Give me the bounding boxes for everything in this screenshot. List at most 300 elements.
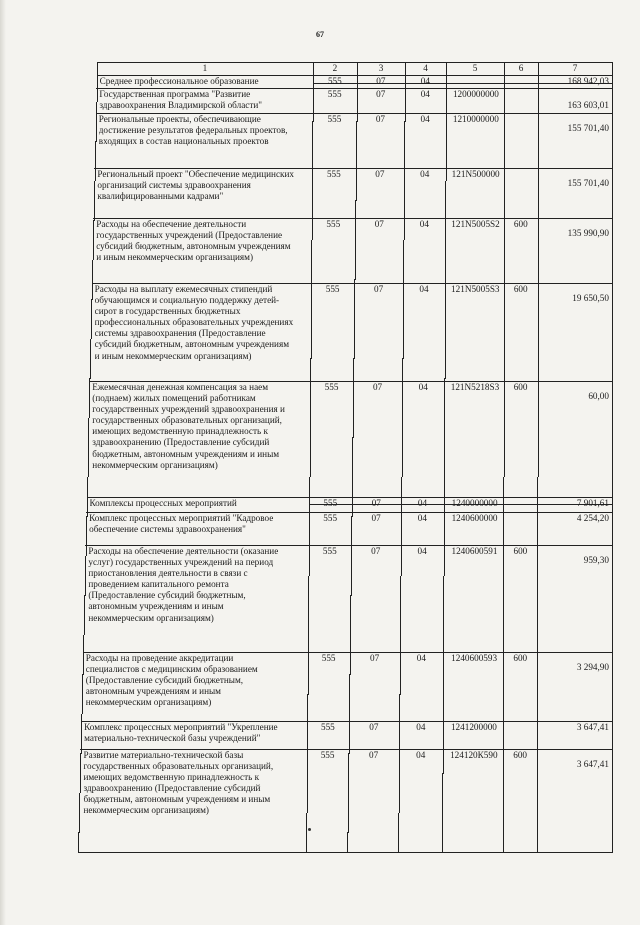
column-divider xyxy=(355,260,356,280)
column-divider xyxy=(504,437,505,457)
table-border-right xyxy=(612,240,613,260)
column-divider xyxy=(538,141,539,161)
table-border-right xyxy=(612,615,613,635)
column-divider xyxy=(503,595,504,615)
column-header: 5 xyxy=(472,63,478,73)
table-border-right xyxy=(612,319,613,339)
column-divider xyxy=(308,595,309,615)
row-subsection-code: 04 xyxy=(417,513,427,523)
table-border-left xyxy=(86,516,87,536)
column-divider xyxy=(352,477,353,497)
column-divider xyxy=(537,813,538,833)
column-divider xyxy=(353,418,354,438)
column-divider xyxy=(403,319,404,339)
table-border-right xyxy=(612,832,613,852)
column-divider xyxy=(538,260,539,280)
column-divider xyxy=(537,674,538,694)
column-divider xyxy=(350,595,351,615)
column-divider xyxy=(504,418,505,438)
column-divider xyxy=(446,141,447,161)
row-section-code: 07 xyxy=(376,89,386,99)
table-border-right xyxy=(612,773,613,793)
column-divider xyxy=(444,437,445,457)
column-divider xyxy=(537,576,538,596)
column-divider xyxy=(348,773,349,793)
column-divider xyxy=(445,220,446,240)
column-divider xyxy=(504,339,505,359)
column-divider xyxy=(399,793,400,813)
column-divider xyxy=(537,793,538,813)
row-expense-type: 600 xyxy=(513,546,528,556)
column-divider xyxy=(504,358,505,378)
row-ministry-code: 555 xyxy=(326,169,341,179)
column-divider xyxy=(402,418,403,438)
column-divider xyxy=(503,516,504,536)
table-border-right xyxy=(612,299,613,319)
column-divider xyxy=(310,418,311,438)
column-divider xyxy=(442,773,443,793)
column-divider xyxy=(354,339,355,359)
table-border-right xyxy=(612,635,613,655)
column-divider xyxy=(538,339,539,359)
column-divider xyxy=(504,141,505,161)
table-border-left xyxy=(96,102,97,122)
row-name: Комплекс процессных мероприятий "Укрепление материально-технической базы учреждений" xyxy=(84,722,278,744)
table-border-left xyxy=(82,674,83,694)
column-divider xyxy=(537,694,538,714)
row-section-code: 07 xyxy=(375,114,386,124)
column-divider xyxy=(444,457,445,477)
table-border-left xyxy=(89,398,90,418)
column-divider xyxy=(538,240,539,260)
table-border-left xyxy=(81,714,82,734)
column-divider xyxy=(503,576,504,596)
table-border-right xyxy=(612,279,613,299)
row-ministry-code: 555 xyxy=(322,546,337,556)
column-divider xyxy=(442,832,443,852)
column-divider xyxy=(445,240,446,260)
column-header: 4 xyxy=(423,63,428,73)
row-name: Развитие материально-технической базы государственных образовательных организаций, имеющих ведомственную принадлежность к здравоохранению (Предоставление субсидий бюджетным, автономным учреждениям и иным некоммерческим организациям) xyxy=(83,750,274,816)
column-header: 7 xyxy=(572,63,578,73)
table-border-right xyxy=(612,220,613,240)
table-border-left xyxy=(91,319,92,339)
column-divider xyxy=(351,576,352,596)
row-subsection-code: 04 xyxy=(416,653,426,663)
column-divider xyxy=(356,181,357,201)
row-subsection-code: 04 xyxy=(418,382,428,392)
table-border-right xyxy=(612,556,613,576)
column-divider xyxy=(443,655,444,675)
column-divider xyxy=(444,418,445,438)
table-border-right xyxy=(612,161,613,181)
row-name: Среднее профессиональное образование xyxy=(99,76,259,86)
column-divider xyxy=(398,813,399,833)
column-divider xyxy=(308,674,309,694)
table-border-left xyxy=(94,181,95,201)
column-header: 1 xyxy=(202,63,208,73)
column-divider xyxy=(445,339,446,359)
row-target-code: 1210000000 xyxy=(452,114,499,124)
row-name: Региональные проекты, обеспечивающие достижение результатов федеральных проектов, входящих в состав национальных проектов xyxy=(98,114,288,147)
column-divider xyxy=(446,102,447,122)
column-divider xyxy=(504,457,505,477)
column-divider xyxy=(503,813,504,833)
row-amount: 155 701,40 xyxy=(567,123,609,133)
row-ministry-code: 555 xyxy=(327,76,342,86)
row-expense-type: 600 xyxy=(513,284,528,294)
column-divider xyxy=(348,793,349,813)
column-divider xyxy=(442,813,443,833)
row-subsection-code: 04 xyxy=(420,169,430,179)
column-divider xyxy=(354,299,355,319)
row-target-code: 121N5005S2 xyxy=(451,219,500,229)
row-subsection-code: 04 xyxy=(420,76,430,86)
table-border-left xyxy=(88,437,89,457)
table-border-left xyxy=(81,734,82,754)
column-divider xyxy=(443,753,444,773)
column-divider xyxy=(401,477,402,497)
column-divider xyxy=(503,694,504,714)
row-name: Расходы на проведение аккредитации специалистов с медицинским образованием (Предоставление субсидий бюджетным, автономным учреждениям и иным некоммерческим организациям) xyxy=(85,653,258,708)
column-divider xyxy=(308,615,309,635)
column-divider xyxy=(312,181,313,201)
column-divider xyxy=(444,497,445,517)
row-amount: 7 901,61 xyxy=(576,498,609,508)
column-divider xyxy=(402,398,403,418)
column-divider xyxy=(504,319,505,339)
table-border-right xyxy=(612,418,613,438)
column-divider xyxy=(356,141,357,161)
row-target-code: 1241200000 xyxy=(450,722,497,732)
column-divider xyxy=(444,536,445,556)
row-amount: 3 294,90 xyxy=(576,662,609,672)
row-target-code: 121N5005S3 xyxy=(451,284,500,294)
column-divider xyxy=(349,674,350,694)
column-divider xyxy=(504,82,505,102)
table-border-left xyxy=(87,477,88,497)
row-section-code: 07 xyxy=(368,750,379,760)
table-border-left xyxy=(83,655,84,675)
table-border-right xyxy=(612,497,613,517)
table-border-right xyxy=(612,734,613,754)
column-divider xyxy=(403,260,404,280)
column-divider xyxy=(310,398,311,418)
row-amount: 163 603,01 xyxy=(567,100,609,110)
row-section-code: 07 xyxy=(370,653,380,663)
column-divider xyxy=(308,576,309,596)
page-number: 67 xyxy=(316,30,324,39)
table-border-left xyxy=(87,497,88,517)
row-target-code: 124120К590 xyxy=(450,750,498,760)
table-border-right xyxy=(612,181,613,201)
row-ministry-code: 555 xyxy=(321,653,336,663)
row-subsection-code: 04 xyxy=(419,284,429,294)
table-border-left xyxy=(90,339,91,359)
column-divider xyxy=(504,260,505,280)
row-amount: 60,00 xyxy=(588,391,609,401)
column-divider xyxy=(444,477,445,497)
table-border-right xyxy=(612,378,613,398)
table-border-right xyxy=(612,62,613,82)
column-divider xyxy=(311,339,312,359)
table-border-left xyxy=(88,457,89,477)
table-border-left xyxy=(95,141,96,161)
table-border-left xyxy=(96,121,97,141)
column-divider xyxy=(443,694,444,714)
column-divider xyxy=(443,734,444,754)
row-amount: 3 647,41 xyxy=(576,759,609,769)
table-border-left xyxy=(85,556,86,576)
row-ministry-code: 555 xyxy=(320,722,335,732)
row-ministry-code: 555 xyxy=(325,284,340,294)
table-border-right xyxy=(612,82,613,102)
row-amount: 959,30 xyxy=(583,555,609,565)
column-divider xyxy=(537,536,538,556)
row-subsection-code: 04 xyxy=(420,89,430,99)
column-divider xyxy=(446,121,447,141)
column-divider xyxy=(400,576,401,596)
table-border-left xyxy=(84,595,85,615)
row-subsection-code: 04 xyxy=(417,546,427,556)
column-divider xyxy=(402,437,403,457)
column-divider xyxy=(442,793,443,813)
table-border-left xyxy=(86,536,87,556)
table-border-right xyxy=(612,437,613,457)
table-border-bottom xyxy=(78,852,612,853)
table-border-right xyxy=(612,595,613,615)
column-divider xyxy=(309,477,310,497)
table-border-right xyxy=(612,398,613,418)
table-border-right xyxy=(612,477,613,497)
column-divider xyxy=(503,674,504,694)
row-target-code: 1240600000 xyxy=(451,513,498,523)
table-border-left xyxy=(84,615,85,635)
table-border-right xyxy=(612,358,613,378)
column-divider xyxy=(537,615,538,635)
column-divider xyxy=(404,181,405,201)
column-divider xyxy=(446,82,447,102)
row-target-code: 1200000000 xyxy=(452,89,499,99)
table-border-left xyxy=(92,260,93,280)
column-divider xyxy=(538,319,539,339)
table-border-right xyxy=(612,793,613,813)
column-divider xyxy=(444,516,445,536)
column-divider xyxy=(311,319,312,339)
row-expense-type: 600 xyxy=(513,382,528,392)
row-section-code: 07 xyxy=(371,546,381,556)
column-divider xyxy=(503,497,504,517)
row-section-code: 07 xyxy=(376,76,386,86)
row-expense-type: 600 xyxy=(513,653,528,663)
row-amount: 4 254,20 xyxy=(576,513,609,523)
row-subsection-code: 04 xyxy=(416,750,426,760)
column-divider xyxy=(445,299,446,319)
column-divider xyxy=(404,141,405,161)
column-divider xyxy=(355,240,356,260)
column-divider xyxy=(443,714,444,734)
row-ministry-code: 555 xyxy=(324,382,339,392)
column-divider xyxy=(352,437,353,457)
column-divider xyxy=(306,832,307,852)
column-divider xyxy=(504,121,505,141)
row-subsection-code: 04 xyxy=(416,722,426,732)
table-border-left xyxy=(79,813,80,833)
column-divider xyxy=(538,358,539,378)
row-section-code: 07 xyxy=(371,498,381,508)
table-border-right xyxy=(612,141,613,161)
column-divider xyxy=(446,161,447,181)
column-divider xyxy=(348,813,349,833)
row-target-code: 121N500000 xyxy=(451,169,500,179)
column-divider xyxy=(400,595,401,615)
table-border-right xyxy=(612,714,613,734)
row-section-code: 07 xyxy=(374,219,384,229)
column-divider xyxy=(351,556,352,576)
table-border-left xyxy=(90,358,91,378)
row-name: Региональный проект "Обеспечение медицинских организаций системы здравоохранения квалифицированными кадрами" xyxy=(97,169,295,202)
table-border-right xyxy=(612,694,613,714)
row-ministry-code: 555 xyxy=(323,498,338,508)
row-target-code: 1240600591 xyxy=(451,546,498,556)
row-subsection-code: 04 xyxy=(417,498,428,508)
table-border-right xyxy=(612,121,613,141)
column-divider xyxy=(353,398,354,418)
column-divider xyxy=(444,556,445,576)
column-divider xyxy=(399,694,400,714)
column-divider xyxy=(400,615,401,635)
column-divider xyxy=(503,477,504,497)
row-name: Государственная программа "Развитие здравоохранения Владимирской области" xyxy=(99,89,263,111)
table-border-left xyxy=(93,220,94,240)
column-divider xyxy=(353,358,354,378)
row-ministry-code: 555 xyxy=(327,114,342,124)
table-border-left xyxy=(95,161,96,181)
column-divider xyxy=(538,437,539,457)
row-name: Ежемесячная денежная компенсация за наем (поднаем) жилых помещений работникам государственных учреждений здравоохранения и государственных образовательных организаций, имеющих ведомственную принадлежность к здравоохранению (Предоставление субсидий бюджетным, автономным учреждениям и иным некоммерческим организациям) xyxy=(92,382,285,470)
row-ministry-code: 555 xyxy=(326,219,341,229)
column-divider xyxy=(504,240,505,260)
row-name: Расходы на обеспечение деятельности (оказание услуг) государственных учреждений на период приостановления деятельности в связи с проведением капитального ремонта (Предоставление субсидий бюджетным, автономным учреждениям и иным некоммерческим организациям) xyxy=(88,546,279,623)
column-divider xyxy=(400,674,401,694)
table-border-right xyxy=(612,655,613,675)
column-divider xyxy=(311,299,312,319)
row-section-code: 07 xyxy=(369,722,379,732)
column-divider xyxy=(503,556,504,576)
table-border-left xyxy=(91,299,92,319)
row-target-code: 1240600593 xyxy=(451,653,498,663)
column-divider xyxy=(307,773,308,793)
column-divider xyxy=(504,161,505,181)
column-divider xyxy=(311,240,312,260)
row-section-code: 07 xyxy=(372,382,383,392)
table-border-left xyxy=(78,832,79,852)
table-border-right xyxy=(612,102,613,122)
column-header: 2 xyxy=(332,63,338,73)
table-border-right xyxy=(612,516,613,536)
column-divider xyxy=(311,260,312,280)
row-subsection-code: 04 xyxy=(419,219,429,229)
column-divider xyxy=(503,615,504,635)
column-divider xyxy=(398,832,399,852)
column-divider xyxy=(503,832,504,852)
row-name: Комплекс процессных мероприятий "Кадровое обеспечение системы здравоохранения" xyxy=(89,513,274,535)
column-divider xyxy=(504,398,505,418)
row-expense-type: 600 xyxy=(513,219,528,229)
row-section-code: 07 xyxy=(374,284,384,294)
column-divider xyxy=(307,694,308,714)
column-divider xyxy=(503,793,504,813)
column-divider xyxy=(537,773,538,793)
column-divider xyxy=(538,418,539,438)
column-divider xyxy=(504,181,505,201)
table-border-left xyxy=(82,694,83,714)
table-border-left xyxy=(80,773,81,793)
table-border-right xyxy=(612,576,613,596)
row-name: Комплексы процессных мероприятий xyxy=(89,498,237,508)
column-divider xyxy=(443,576,444,596)
column-divider xyxy=(538,457,539,477)
table-border-right xyxy=(612,339,613,359)
column-divider xyxy=(504,102,505,122)
column-divider xyxy=(399,773,400,793)
column-divider xyxy=(402,358,403,378)
column-divider xyxy=(309,556,310,576)
column-divider xyxy=(310,437,311,457)
column-divider xyxy=(443,595,444,615)
row-target-code: 121N5218S3 xyxy=(450,382,500,392)
table-border-right xyxy=(612,674,613,694)
column-divider xyxy=(503,773,504,793)
row-subsection-code: 04 xyxy=(420,114,430,124)
row-amount: 168 942,03 xyxy=(567,76,609,86)
column-divider xyxy=(537,595,538,615)
column-divider xyxy=(537,734,538,754)
table-border-left xyxy=(88,418,89,438)
table-border-right xyxy=(612,200,613,220)
table-border-right xyxy=(612,260,613,280)
table-border-right xyxy=(612,753,613,773)
table-border-right xyxy=(612,536,613,556)
column-divider xyxy=(310,457,311,477)
column-divider xyxy=(445,358,446,378)
column-divider xyxy=(403,240,404,260)
column-divider xyxy=(354,319,355,339)
column-divider xyxy=(444,398,445,418)
column-divider xyxy=(352,457,353,477)
row-section-code: 07 xyxy=(371,513,381,523)
column-divider xyxy=(347,832,348,852)
row-ministry-code: 555 xyxy=(327,89,342,99)
column-header: 3 xyxy=(378,63,384,73)
row-name: Расходы на обеспечение деятельности государственных учреждений (Предоставление субсидий бюджетным, автономным учреждениям и иным некоммерческим организациям) xyxy=(96,219,291,263)
column-divider xyxy=(402,457,403,477)
table-border-left xyxy=(97,82,98,102)
scan-speck xyxy=(308,828,311,831)
column-divider xyxy=(310,358,311,378)
table-border-right xyxy=(612,813,613,833)
column-divider xyxy=(307,793,308,813)
column-divider xyxy=(537,832,538,852)
column-divider xyxy=(443,615,444,635)
row-amount: 3 647,41 xyxy=(576,722,609,732)
column-divider xyxy=(350,615,351,635)
table-border-left xyxy=(79,793,80,813)
column-divider xyxy=(445,260,446,280)
row-ministry-code: 555 xyxy=(323,513,338,523)
column-divider xyxy=(403,299,404,319)
column-divider xyxy=(401,556,402,576)
